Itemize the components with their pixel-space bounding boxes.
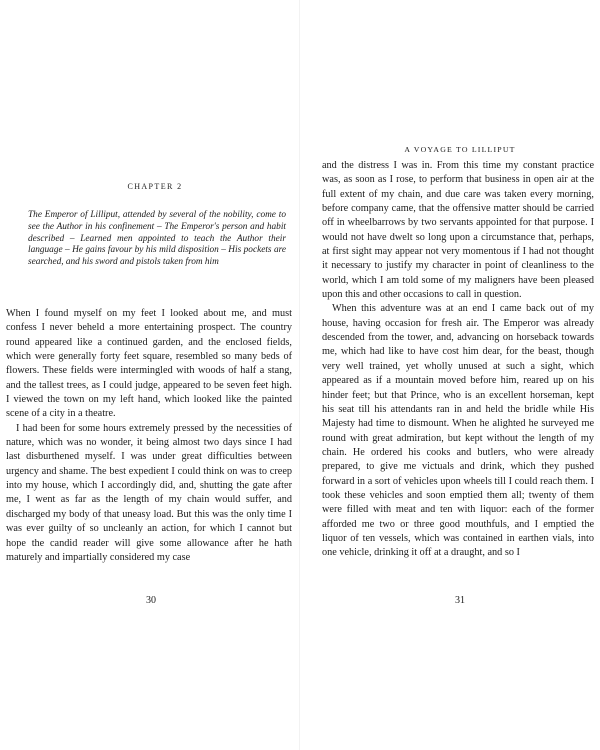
chapter-heading: CHAPTER 2 [127,182,183,191]
paragraph: When I found myself on my feet I looked about me, and must confess I never beheld a more entertaining prospect. The country round appeared like a continued garden, and the enclosed fields, which were generally forty feet square, resembled so many beds of flowers. These fields were intermingled with woods of half a stang, and the tallest trees, as I could judge, appeared to be seven feet high. I viewed the town on my left hand, which looked like the painted scene of a city in a theatre. [6,308,292,420]
left-body-text [6,307,292,565]
paragraph: When this adventure was at an end I came back out of my house, having occasion for fresh air. The Emperor was already descended from the tower, and, advancing on horseback towards me, which had like to have cost him dear, for the beast, though very well trained, yet wholly unused at such a sight, which appeared as if a mountain moved before him, reared up on his hinder feet; but that Prince, who is an excellent horseman, kept his seat till his attendants ran in and held the bridle while His Majesty had time to dismount. When he alighted he surveyed me round with great admiration, but kept without the length of my chain. He ordered his cooks and butlers, who were already prepared, to give me victuals and drink, which they pushed forward in a sort of vehicles upon wheels till I could reach them. I took these vehicles and soon emptied them all; twenty of them were filled with meat and ten with liquor: each of the former afforded me two or three good mouthfuls, and I emptied the liquor of ten vessels, which was contained in earthen vials, into one vehicle, drinking it off at a draught, and so I [322,303,594,559]
paragraph: and the distress I was in. From this time my constant practice was, as soon as I rose, to perform that business in open air at the full extent of my chain, and due care was taken every morning, before company came, that the offensive matter should be carried off in wheelbarrows by two servants appointed for that purpose. I would not have dwelt so long upon a circumstance that, perhaps, at first sight may appear not very momentous if I had not thought it necessary to justify my character in point of cleanliness to the world, which I am told some of my maligners have been pleased upon this and other occasions to call in question. [322,160,594,301]
running-head: A VOYAGE TO LILLIPUT [404,145,516,154]
chapter-synopsis: The Emperor of Lilliput, attended by several of the nobility, come to see the Author in his confinement – The Emperor's person and habit described – Learned men appointed to teach the Author their language – He gains favour by his mild disposition – His pockets are searched, and his sword and pistols taken from him [28,210,286,268]
page-number: 30 [146,595,156,606]
right-page [300,0,600,750]
right-body-text [322,159,594,561]
paragraph: I had been for some hours extremely pressed by the necessities of nature, which was no wonder, it being almost two days since I had last disburthened myself. I was under great difficulties between urgency and shame. The best expedient I could think on was to creep into my house, which I accordingly did, and, shutting the gate after me, I went as far as the length of my chain would suffer, and discharged my body of that uneasy load. But this was the only time I was ever guilty of so uncleanly an action, for which I cannot but hope the candid reader will give some allowance after he hath maturely and impartially considered my case [6,422,292,563]
page-number: 31 [455,595,465,606]
